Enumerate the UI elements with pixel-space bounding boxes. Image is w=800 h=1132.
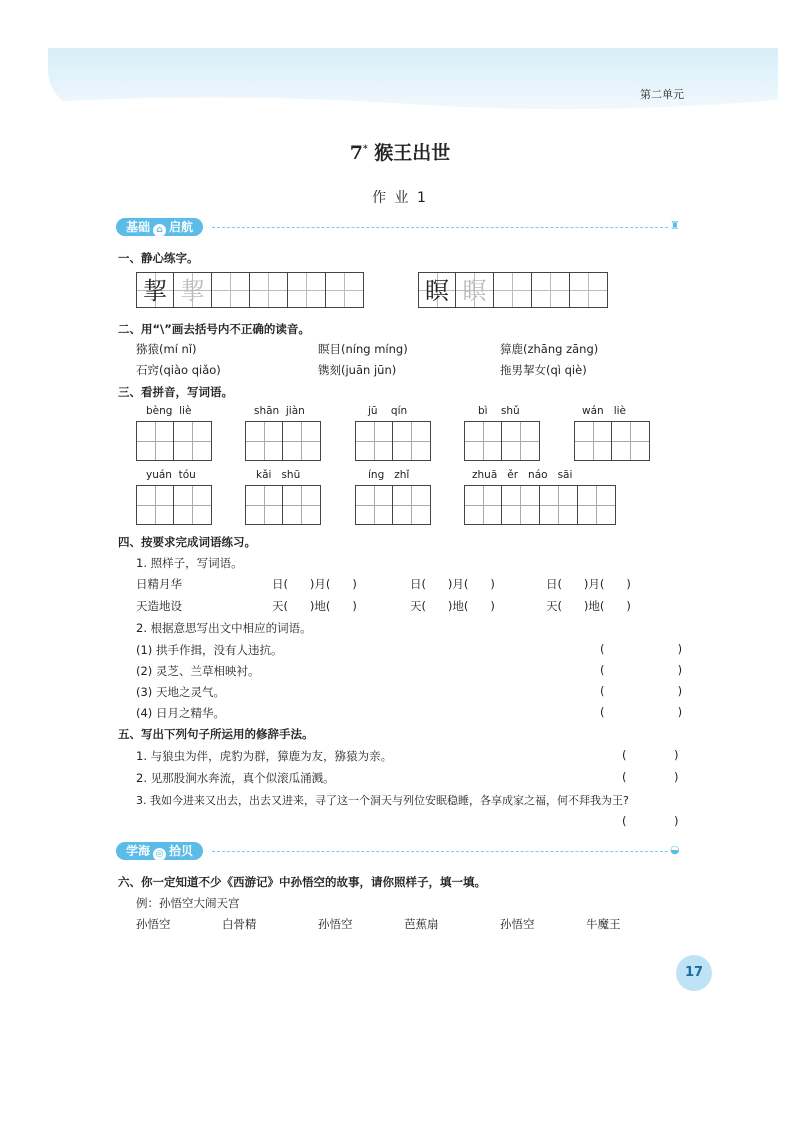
section-divider xyxy=(212,851,668,852)
q6-word: 芭蕉扇 xyxy=(404,917,439,931)
answer-paren[interactable]: ( ) xyxy=(600,705,683,719)
blank[interactable]: 日( )月( ) xyxy=(272,577,357,591)
q6-word: 孙悟空 xyxy=(136,917,171,931)
answer-paren[interactable]: ( ) xyxy=(600,684,683,698)
answer-paren[interactable]: ( ) xyxy=(622,814,679,828)
pinyin-grid xyxy=(464,485,616,525)
q2-item: 石窍(qiào qiǎo) xyxy=(136,363,221,377)
pinyin-label: bì shǔ xyxy=(478,405,520,417)
pinyin-label: kǎi shū xyxy=(256,469,301,481)
pinyin-label: zhuā ěr náo sāi xyxy=(472,469,573,481)
q5-item: 2. 见那股涧水奔流，真个似滚瓜涌溅。 xyxy=(136,771,335,785)
section-banner-basic: 基础 ⌂ 启航 xyxy=(116,218,203,236)
pinyin-grid xyxy=(136,485,212,525)
q4-item: (4) 日月之精华。 xyxy=(136,706,225,720)
q1-grid-1: 挈 挈 xyxy=(136,272,364,308)
q6-word: 白骨精 xyxy=(222,917,257,931)
section-banner-sea: 学海 ◎ 拾贝 xyxy=(116,842,203,860)
lesson-title: 7* 猴王出世 xyxy=(349,142,451,164)
q4-item: (1) 拱手作揖，没有人违抗。 xyxy=(136,643,283,657)
pinyin-grid xyxy=(355,485,431,525)
q4-example: 日精月华 xyxy=(136,577,182,591)
pinyin-grid xyxy=(574,421,650,461)
pinyin-grid xyxy=(245,421,321,461)
q4-part1: 1. 照样子，写词语。 xyxy=(136,556,243,570)
q5-item: 1. 与狼虫为伴，虎豹为群，獐鹿为友，猕猿为亲。 xyxy=(136,749,393,763)
q3-title: 三、看拼音，写词语。 xyxy=(118,385,233,399)
page-number-clock-icon: 17 xyxy=(676,955,712,991)
q6-word: 孙悟空 xyxy=(500,917,535,931)
section-divider xyxy=(212,227,668,228)
q1-title: 一、静心练字。 xyxy=(118,251,199,265)
blank[interactable]: 天( )地( ) xyxy=(410,599,495,613)
q2-title: 二、用“\”画去括号内不正确的读音。 xyxy=(118,322,310,336)
answer-paren[interactable]: ( ) xyxy=(600,642,683,656)
fish-icon: ◒ xyxy=(670,843,680,856)
pinyin-label: wán liè xyxy=(582,405,626,417)
pinyin-label: íng zhǐ xyxy=(368,469,410,481)
house-icon: ⌂ xyxy=(153,224,166,237)
pinyin-grid xyxy=(464,421,540,461)
q2-item: 瞑目(níng míng) xyxy=(318,342,408,356)
q2-item: 拖男挈女(qì qiè) xyxy=(500,363,587,377)
pinyin-label: shān jiàn xyxy=(254,405,305,417)
q4-title: 四、按要求完成词语练习。 xyxy=(118,535,256,549)
q2-item: 猕猿(mí nǐ) xyxy=(136,342,197,356)
q5-title: 五、写出下列句子所运用的修辞手法。 xyxy=(118,727,314,741)
pinyin-label: jū qín xyxy=(368,405,408,417)
unit-label: 第二单元 xyxy=(640,88,684,101)
lesson-subtitle: 作 业 1 xyxy=(372,190,428,206)
q4-part2: 2. 根据意思写出文中相应的词语。 xyxy=(136,621,312,635)
q2-item: 镌刻(juān jūn) xyxy=(318,363,397,377)
blank[interactable]: 日( )月( ) xyxy=(546,577,631,591)
q4-item: (2) 灵芝、兰草相映衬。 xyxy=(136,664,260,678)
q2-item: 獐鹿(zhāng zāng) xyxy=(500,342,599,356)
q5-item: 3. 我如今进来又出去，出去又进来，寻了这一个洞天与列位安眠稳睡，各享成家之福，何不拜我为王? xyxy=(136,794,629,807)
pinyin-label: bèng liè xyxy=(146,405,192,417)
q6-example: 例：孙悟空大闹天宫 xyxy=(136,896,240,910)
blank[interactable]: 天( )地( ) xyxy=(546,599,631,613)
pinyin-grid xyxy=(245,485,321,525)
blank[interactable]: 天( )地( ) xyxy=(272,599,357,613)
lighthouse-icon: ♜ xyxy=(670,219,680,232)
answer-paren[interactable]: ( ) xyxy=(600,663,683,677)
q6-word: 牛魔王 xyxy=(586,917,621,931)
blank[interactable]: 日( )月( ) xyxy=(410,577,495,591)
q6-title: 六、你一定知道不少《西游记》中孙悟空的故事，请你照样子，填一填。 xyxy=(118,875,486,889)
q4-example: 天造地设 xyxy=(136,599,182,613)
pinyin-grid xyxy=(136,421,212,461)
q6-word: 孙悟空 xyxy=(318,917,353,931)
q4-item: (3) 天地之灵气。 xyxy=(136,685,225,699)
shell-icon: ◎ xyxy=(153,848,166,861)
answer-paren[interactable]: ( ) xyxy=(622,748,679,762)
pinyin-label: yuán tóu xyxy=(146,469,196,481)
pinyin-grid xyxy=(355,421,431,461)
q1-grid-2: 瞑 瞑 xyxy=(418,272,608,308)
answer-paren[interactable]: ( ) xyxy=(622,770,679,784)
